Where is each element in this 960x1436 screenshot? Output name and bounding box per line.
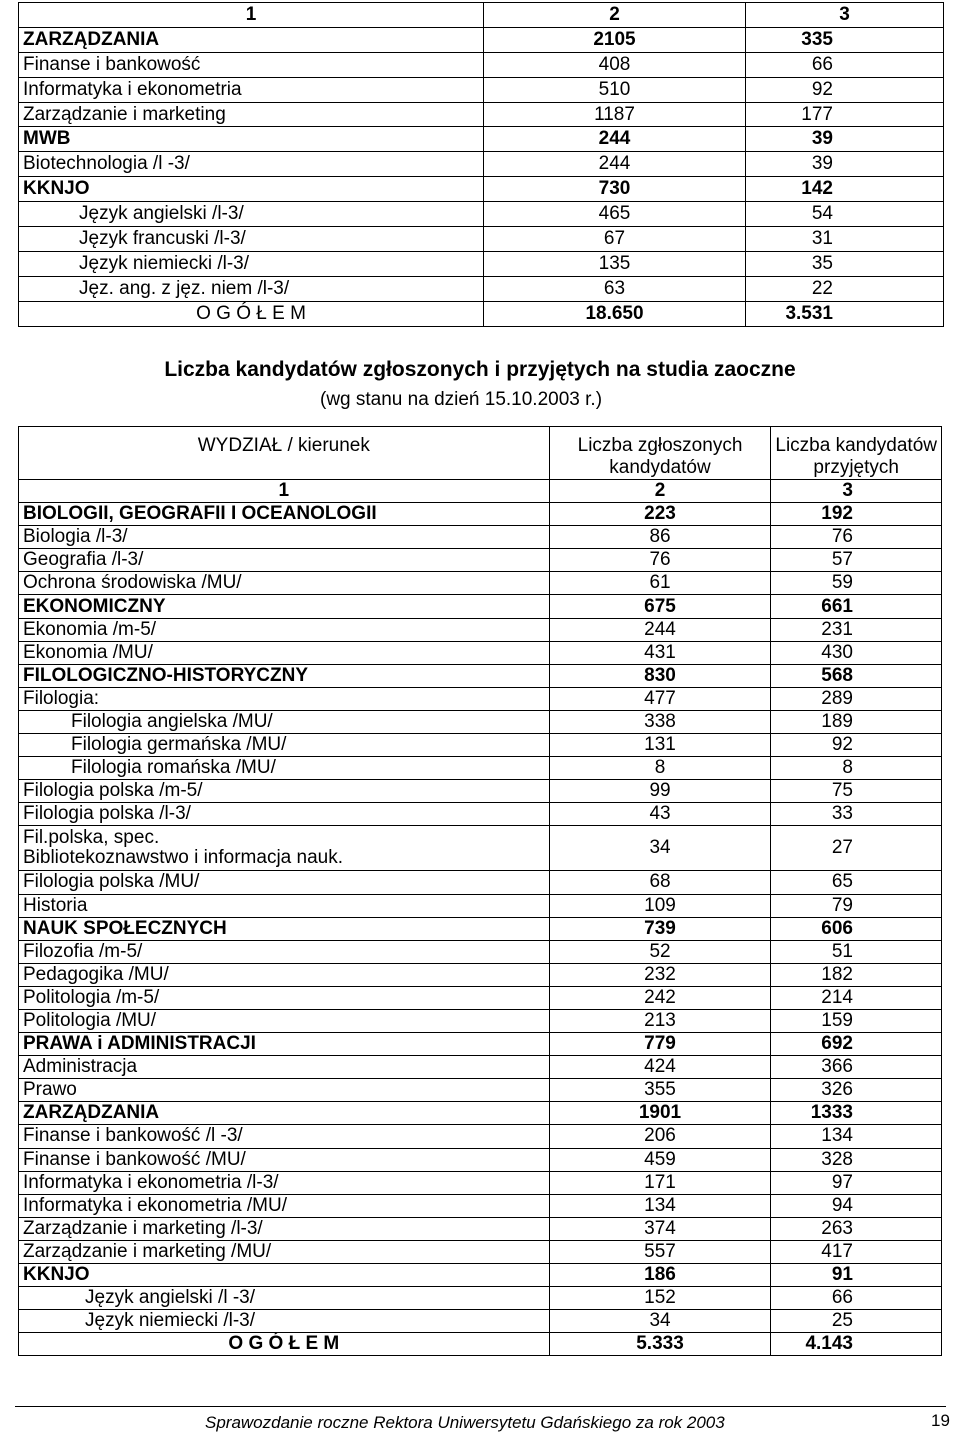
row-value-applicants: 779 — [549, 1033, 771, 1056]
table-row — [19, 894, 942, 917]
summary-table-full-time — [18, 2, 944, 327]
total-label: O G Ó Ł E M — [19, 301, 484, 326]
row-label: Informatyka i ekonometria /l-3/ — [19, 1171, 550, 1194]
row-value-admitted: 33 — [771, 803, 942, 826]
row-value-admitted: 51 — [771, 940, 942, 963]
row-value-applicants: 86 — [549, 526, 771, 549]
row-value-applicants: 675 — [549, 595, 771, 618]
total-applicants: 18.650 — [484, 301, 746, 326]
row-label: Prawo — [19, 1079, 550, 1102]
row-label: Filologia polska /l-3/ — [19, 803, 550, 826]
table-row — [19, 871, 942, 894]
row-value-admitted: 263 — [771, 1217, 942, 1240]
table-row — [19, 986, 942, 1009]
row-value-applicants: 477 — [549, 687, 771, 710]
row-label: KKNJO — [19, 177, 484, 202]
row-value-admitted: 91 — [771, 1264, 942, 1287]
table-row — [19, 1240, 942, 1263]
row-value-applicants: 242 — [549, 986, 771, 1009]
table-row — [19, 1148, 942, 1171]
column-number-2: 2 — [549, 480, 771, 503]
row-value-admitted: 417 — [771, 1240, 942, 1263]
row-label: Filologia romańska /MU/ — [19, 757, 550, 780]
applicants-table-part-time — [18, 426, 942, 1356]
row-value-applicants: 99 — [549, 780, 771, 803]
row-value-admitted: 22 — [746, 276, 944, 301]
row-value-admitted: 92 — [746, 77, 944, 102]
row-value-applicants: 557 — [549, 1240, 771, 1263]
row-value-applicants: 63 — [484, 276, 746, 301]
total-applicants: 5.333 — [549, 1333, 771, 1356]
row-label: Język angielski /l -3/ — [19, 1287, 550, 1310]
table-row — [19, 152, 944, 177]
table-row — [19, 641, 942, 664]
row-value-admitted: 75 — [771, 780, 942, 803]
table-row — [19, 757, 942, 780]
table-row — [19, 1264, 942, 1287]
row-label: PRAWA i ADMINISTRACJI — [19, 1033, 550, 1056]
row-label: Ochrona środowiska /MU/ — [19, 572, 550, 595]
row-value-applicants: 8 — [549, 757, 771, 780]
total-row — [19, 301, 944, 326]
row-label: Zarządzanie i marketing /MU/ — [19, 1240, 550, 1263]
row-label: KKNJO — [19, 1264, 550, 1287]
row-value-admitted: 366 — [771, 1056, 942, 1079]
table-row — [19, 102, 944, 127]
row-value-applicants: 374 — [549, 1217, 771, 1240]
row-value-applicants: 408 — [484, 52, 746, 77]
row-label: Politologia /MU/ — [19, 1009, 550, 1032]
table-row — [19, 710, 942, 733]
table-row — [19, 1033, 942, 1056]
row-value-admitted: 57 — [771, 549, 942, 572]
row-value-admitted: 142 — [746, 177, 944, 202]
row-value-applicants: 52 — [549, 940, 771, 963]
row-value-admitted: 97 — [771, 1171, 942, 1194]
table-row — [19, 526, 942, 549]
row-value-applicants: 68 — [549, 871, 771, 894]
table-row — [19, 77, 944, 102]
row-value-admitted: 66 — [746, 52, 944, 77]
row-label: EKONOMICZNY — [19, 595, 550, 618]
table-row — [19, 202, 944, 227]
table-row — [19, 803, 942, 826]
row-value-admitted: 606 — [771, 917, 942, 940]
row-label: Geografia /l-3/ — [19, 549, 550, 572]
row-value-admitted: 59 — [771, 572, 942, 595]
table-row — [19, 1171, 942, 1194]
table-row — [19, 1102, 942, 1125]
row-value-admitted: 692 — [771, 1033, 942, 1056]
table-row — [19, 1194, 942, 1217]
header-applicants-line1: Liczba zgłoszonych — [577, 435, 743, 456]
row-label: Biotechnologia /l -3/ — [19, 152, 484, 177]
row-label: Filologia polska /MU/ — [19, 871, 550, 894]
table-row — [19, 595, 942, 618]
footer-divider — [15, 1406, 946, 1407]
row-value-applicants: 135 — [484, 251, 746, 276]
row-value-applicants: 2105 — [484, 27, 746, 52]
row-value-applicants: 244 — [549, 618, 771, 641]
row-value-applicants: 34 — [549, 1310, 771, 1333]
table-row — [19, 618, 942, 641]
row-value-applicants: 186 — [549, 1264, 771, 1287]
row-label: ZARZĄDZANIA — [19, 1102, 550, 1125]
table-row — [19, 687, 942, 710]
row-value-admitted: 92 — [771, 734, 942, 757]
row-value-admitted: 430 — [771, 641, 942, 664]
row-value-applicants: 830 — [549, 664, 771, 687]
row-label: BIOLOGII, GEOGRAFII I OCEANOLOGII — [19, 503, 550, 526]
row-value-admitted: 335 — [746, 27, 944, 52]
table-row — [19, 52, 944, 77]
table-row — [19, 826, 942, 871]
header-applicants-line2: kandydatów — [609, 457, 711, 478]
row-value-admitted: 214 — [771, 986, 942, 1009]
header-faculty — [19, 427, 550, 480]
table-header-row — [19, 3, 944, 28]
row-label: Finanse i bankowość — [19, 52, 484, 77]
table-row — [19, 572, 942, 595]
column-number-2: 2 — [484, 3, 746, 28]
table-row — [19, 917, 942, 940]
row-label: Politologia /m-5/ — [19, 986, 550, 1009]
row-value-admitted: 65 — [771, 871, 942, 894]
row-value-admitted: 25 — [771, 1310, 942, 1333]
row-value-admitted: 326 — [771, 1079, 942, 1102]
row-value-admitted: 189 — [771, 710, 942, 733]
row-value-applicants: 109 — [549, 894, 771, 917]
row-value-admitted: 177 — [746, 102, 944, 127]
total-admitted: 3.531 — [746, 301, 944, 326]
row-label: Zarządzanie i marketing /l-3/ — [19, 1217, 550, 1240]
row-value-admitted: 31 — [746, 227, 944, 252]
row-value-applicants: 76 — [549, 549, 771, 572]
row-value-applicants: 1187 — [484, 102, 746, 127]
column-numbers-row — [19, 480, 942, 503]
table-row — [19, 1310, 942, 1333]
table-row — [19, 177, 944, 202]
table-row — [19, 1217, 942, 1240]
column-number-3: 3 — [771, 480, 942, 503]
row-label: Filologia angielska /MU/ — [19, 710, 550, 733]
row-value-admitted: 1333 — [771, 1102, 942, 1125]
row-value-applicants: 355 — [549, 1079, 771, 1102]
row-value-admitted: 568 — [771, 664, 942, 687]
row-value-applicants: 244 — [484, 152, 746, 177]
row-label: Język francuski /l-3/ — [19, 227, 484, 252]
row-label: FILOLOGICZNO-HISTORYCZNY — [19, 664, 550, 687]
row-value-applicants: 131 — [549, 734, 771, 757]
row-value-applicants: 459 — [549, 1148, 771, 1171]
row-label: Filozofia /m-5/ — [19, 940, 550, 963]
row-value-applicants: 739 — [549, 917, 771, 940]
row-value-applicants: 61 — [549, 572, 771, 595]
row-value-applicants: 34 — [549, 826, 771, 871]
row-value-admitted: 76 — [771, 526, 942, 549]
total-label: O G Ó Ł E M — [19, 1333, 550, 1356]
row-label: Administracja — [19, 1056, 550, 1079]
row-label: Filologia: — [19, 687, 550, 710]
row-value-admitted: 94 — [771, 1194, 942, 1217]
row-value-applicants: 510 — [484, 77, 746, 102]
table-row — [19, 1287, 942, 1310]
row-value-admitted: 27 — [771, 826, 942, 871]
table-row — [19, 1079, 942, 1102]
row-value-applicants: 171 — [549, 1171, 771, 1194]
row-value-applicants: 223 — [549, 503, 771, 526]
table-row — [19, 664, 942, 687]
page-number: 19 — [931, 1411, 950, 1430]
table-row — [19, 503, 942, 526]
header-applicants — [549, 427, 771, 480]
row-value-admitted: 192 — [771, 503, 942, 526]
total-admitted: 4.143 — [771, 1333, 942, 1356]
row-value-admitted: 54 — [746, 202, 944, 227]
row-label: Ekonomia /MU/ — [19, 641, 550, 664]
header-admitted-line1: Liczba kandydatów — [775, 435, 937, 456]
section-title: Liczba kandydatów zgłoszonych i przyjętych na studia zaoczne — [164, 358, 796, 381]
table-row — [19, 1009, 942, 1032]
table-row — [19, 734, 942, 757]
row-label-line1: Fil.polska, spec. — [23, 827, 160, 849]
row-value-applicants: 67 — [484, 227, 746, 252]
row-label: Filologia polska /m-5/ — [19, 780, 550, 803]
row-value-applicants: 206 — [549, 1125, 771, 1148]
section-subtitle: (wg stanu na dzień 15.10.2003 r.) — [320, 389, 603, 410]
row-label: MWB — [19, 127, 484, 152]
table-row — [19, 27, 944, 52]
table-row — [19, 963, 942, 986]
row-label: Język angielski /l-3/ — [19, 202, 484, 227]
row-label: Jęz. ang. z jęz. niem /l-3/ — [19, 276, 484, 301]
row-label: Język niemiecki /l-3/ — [19, 251, 484, 276]
row-value-applicants: 152 — [549, 1287, 771, 1310]
table-row — [19, 127, 944, 152]
row-value-applicants: 43 — [549, 803, 771, 826]
row-value-admitted: 39 — [746, 127, 944, 152]
header-admitted-line2: przyjętych — [813, 457, 899, 478]
header-admitted — [771, 427, 942, 480]
table-row — [19, 1056, 942, 1079]
footer-caption: Sprawozdanie roczne Rektora Uniwersytetu Gdańskiego za rok 2003 — [205, 1413, 725, 1432]
row-label: Zarządzanie i marketing — [19, 102, 484, 127]
row-value-applicants: 338 — [549, 710, 771, 733]
row-value-admitted: 39 — [746, 152, 944, 177]
row-value-admitted: 328 — [771, 1148, 942, 1171]
table-row — [19, 251, 944, 276]
row-value-applicants: 431 — [549, 641, 771, 664]
row-value-admitted: 231 — [771, 618, 942, 641]
row-value-admitted: 134 — [771, 1125, 942, 1148]
row-label: Finanse i bankowość /l -3/ — [19, 1125, 550, 1148]
row-value-applicants: 424 — [549, 1056, 771, 1079]
row-value-admitted: 66 — [771, 1287, 942, 1310]
row-label: Ekonomia /m-5/ — [19, 618, 550, 641]
row-value-admitted: 289 — [771, 687, 942, 710]
row-value-admitted: 159 — [771, 1009, 942, 1032]
row-value-applicants: 244 — [484, 127, 746, 152]
table-row — [19, 549, 942, 572]
row-value-applicants: 730 — [484, 177, 746, 202]
row-value-applicants: 232 — [549, 963, 771, 986]
row-label: NAUK SPOŁECZNYCH — [19, 917, 550, 940]
row-value-admitted: 661 — [771, 595, 942, 618]
row-label: Język niemiecki /l-3/ — [19, 1310, 550, 1333]
row-label — [19, 826, 550, 871]
table-row — [19, 276, 944, 301]
row-value-admitted: 8 — [771, 757, 942, 780]
row-label-line2: Bibliotekoznawstwo i informacja nauk. — [23, 847, 343, 869]
row-label: Historia — [19, 894, 550, 917]
column-number-1: 1 — [19, 3, 484, 28]
table-row — [19, 227, 944, 252]
row-value-applicants: 213 — [549, 1009, 771, 1032]
row-label: Pedagogika /MU/ — [19, 963, 550, 986]
row-label: Informatyka i ekonometria /MU/ — [19, 1194, 550, 1217]
row-label: Biologia /l-3/ — [19, 526, 550, 549]
total-row — [19, 1333, 942, 1356]
row-label: Informatyka i ekonometria — [19, 77, 484, 102]
row-label: Filologia germańska /MU/ — [19, 734, 550, 757]
table-header-row — [19, 427, 942, 480]
table-row — [19, 780, 942, 803]
table-row — [19, 1125, 942, 1148]
row-value-applicants: 465 — [484, 202, 746, 227]
row-value-applicants: 134 — [549, 1194, 771, 1217]
column-number-1: 1 — [19, 480, 550, 503]
row-value-admitted: 35 — [746, 251, 944, 276]
header-faculty-label: WYDZIAŁ / kierunek — [197, 435, 370, 456]
row-label: Finanse i bankowość /MU/ — [19, 1148, 550, 1171]
row-value-admitted: 79 — [771, 894, 942, 917]
column-number-3: 3 — [746, 3, 944, 28]
row-value-applicants: 1901 — [549, 1102, 771, 1125]
table-row — [19, 940, 942, 963]
row-label: ZARZĄDZANIA — [19, 27, 484, 52]
row-value-admitted: 182 — [771, 963, 942, 986]
